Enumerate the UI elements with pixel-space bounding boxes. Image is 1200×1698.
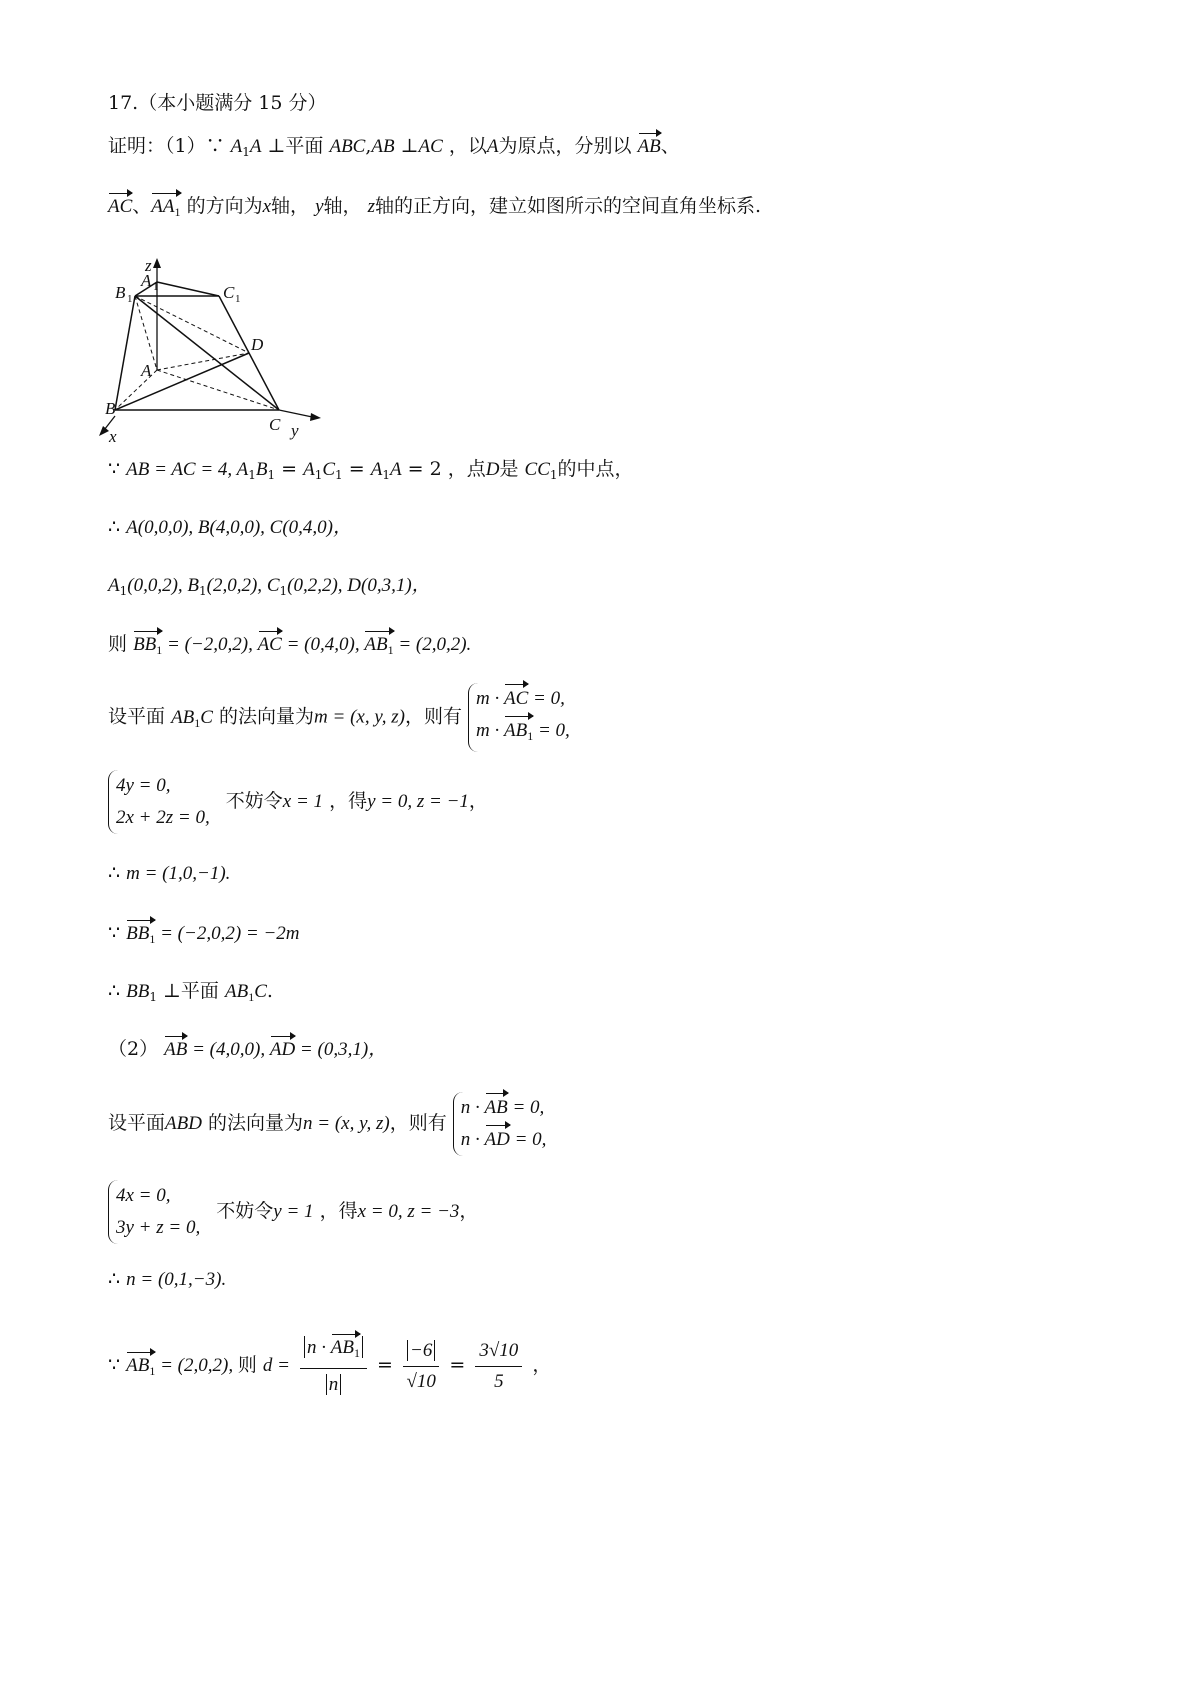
- proof-line-13: 设平面ABD 的法向量为n = (x, y, z)，则有 n · AB = 0, n · AD = 0,: [108, 1092, 556, 1156]
- fraction-1: $\frac{n \cdot AB_1}{n}$: [300, 1332, 367, 1400]
- edge-ad-dashed: [157, 353, 249, 370]
- problem-heading: 17.（本小题满分 15 分）: [108, 92, 327, 114]
- proof-line-7: 设平面 $AB_1C$ 的法向量为m = (x, y, z)，则有 m · AC = 0, $m \cdot AB_1 = 0$,: [108, 683, 580, 752]
- label-z: z: [145, 258, 152, 275]
- edge-b1b: [115, 296, 135, 410]
- proof-line-15: ∴ n = (0,1,−3).: [108, 1268, 227, 1290]
- proof-line-16: ∵ $AB_1 = (2,0,2)$, 则 d = $\frac{n \cdot AB_1}{n}$ = $\frac{-6}{√10}$ = $\frac{3√10}{5}$ ，: [108, 1332, 551, 1400]
- label-b: B: [105, 399, 116, 418]
- label-a: A: [141, 361, 152, 380]
- y-axis-arrow: [310, 413, 321, 421]
- proof-line-10: ∵ $BB_1 = (-2,0,2) = -2m$: [108, 918, 300, 954]
- proof-line-2: AC、$AA_1$ 的方向为x轴， y轴， z轴的正方向，建立如图所示的空间直角坐标系.: [108, 191, 761, 227]
- label-a1-sub: 1: [153, 281, 159, 293]
- label-b1: B: [115, 283, 126, 302]
- proof-line-12: （2） AB = (4,0,0), AD = (0,3,1)，: [108, 1034, 387, 1065]
- proof-line-5: $A_1(0,0,2)$, $B_1(2,0,2)$, $C_1(0,2,2)$, D(0,3,1)，: [108, 575, 431, 598]
- label-a1: A: [141, 271, 152, 290]
- coordinate-figure: [95, 258, 335, 448]
- proof-line-14: 4x = 0, 3y + z = 0, 不妨令y = 1 ，得x = 0, z = −3，: [108, 1180, 478, 1244]
- proof-line-3: ∵ AB = AC = 4, $A_1B_1 = A_1C_1 = A_1A = 2$ ，点D是 $CC_1$的中点，: [108, 458, 634, 482]
- proof-line-9: ∴ m = (1,0,−1).: [108, 862, 231, 884]
- proof-line-11: ∴ $BB_1$ ⊥平面 $AB_1C$.: [108, 980, 273, 1004]
- proof-line-4: ∴ A(0,0,0), B(4,0,0), C(0,4,0)，: [108, 516, 352, 538]
- edge-b1a-dashed: [135, 296, 157, 370]
- proof-line-6: 则 $BB_1 = (-2,0,2)$, AC = (0,4,0), $AB_1 = (2,0,2)$.: [108, 629, 471, 665]
- equation-system-2: 4y = 0, 2x + 2z = 0,: [108, 770, 216, 834]
- proof-line-8: 4y = 0, 2x + 2z = 0, 不妨令x = 1 ，得y = 0, z = −1，: [108, 770, 488, 834]
- label-c1-sub: 1: [235, 293, 241, 305]
- label-c1: C: [223, 283, 235, 302]
- label-d: D: [251, 335, 264, 354]
- label-c: C: [269, 415, 281, 434]
- fraction-3: $\frac{3√10}{5}$: [475, 1336, 522, 1397]
- edge-a1c1: [157, 282, 219, 296]
- label-b1-sub: 1: [127, 293, 133, 305]
- label-x: x: [109, 427, 117, 446]
- fraction-2: $\frac{-6}{√10}$: [403, 1335, 439, 1397]
- label-y: y: [291, 421, 299, 440]
- proof-line-1: 证明：（1）∵ $A_1A$ ⊥平面 ABC,AB ⊥AC ，以A为原点，分别以 AB、: [108, 131, 680, 167]
- edge-b1d-dashed: [135, 296, 249, 353]
- x-axis-arrow: [99, 426, 109, 436]
- equation-system-3: n · AB = 0, n · AD = 0,: [453, 1092, 553, 1156]
- z-axis-arrow: [153, 258, 161, 268]
- equation-system-4: 4x = 0, 3y + z = 0,: [108, 1180, 206, 1244]
- edge-bd: [115, 353, 249, 410]
- equation-system-1: m · AC = 0, $m \cdot AB_1 = 0$,: [468, 683, 576, 752]
